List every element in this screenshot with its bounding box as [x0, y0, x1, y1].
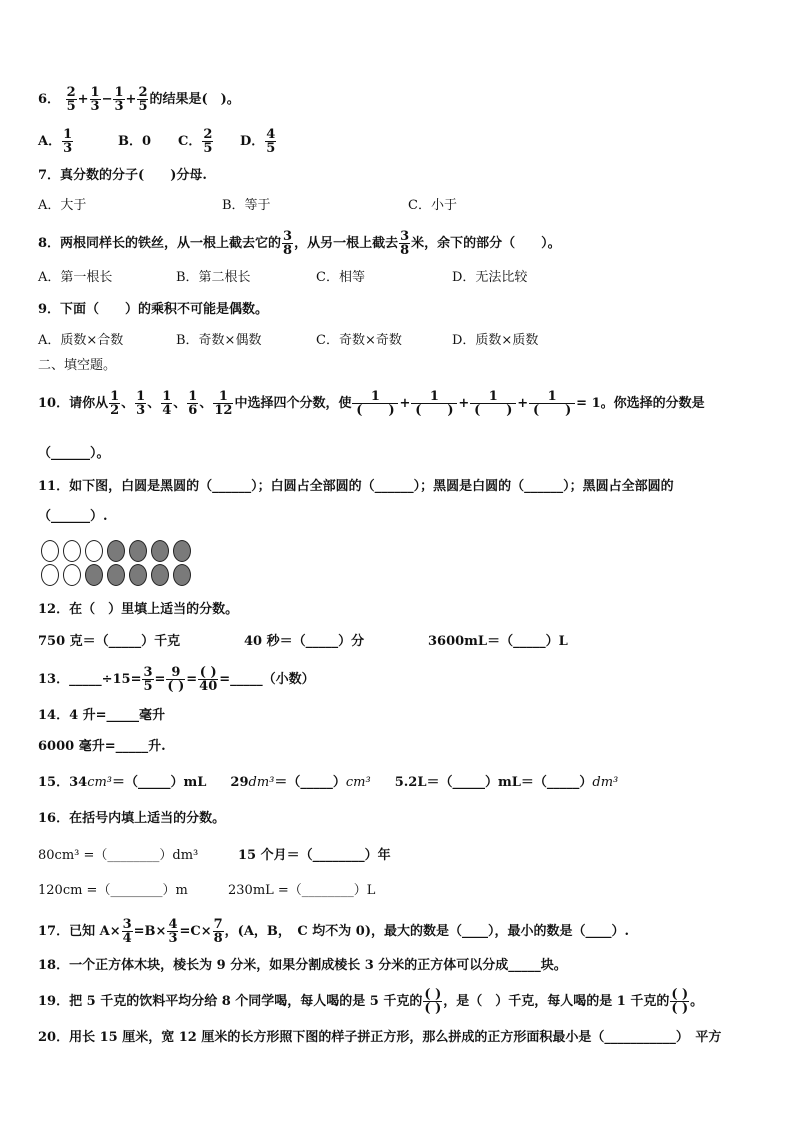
black-circle — [85, 564, 103, 586]
fraction: $\frac{2}{5}$ — [66, 85, 76, 114]
question-12-items: 750 克＝（_____）千克 40 秒＝（_____）分 3600mL＝（_____）L — [38, 634, 568, 649]
black-circle — [129, 540, 147, 562]
question-9-options: A．质数×合数 B．奇数×偶数 C．奇数×奇数 D．质数×质数 — [38, 333, 539, 348]
black-circle — [173, 540, 191, 562]
black-circle — [107, 564, 125, 586]
black-circle — [151, 564, 169, 586]
question-14-b: 6000 毫升=_____升. — [38, 739, 166, 754]
black-circle — [107, 540, 125, 562]
black-circle — [173, 564, 191, 586]
question-6: 6． $\frac{2}{5}$ + $\frac{1}{3}$ − $\frac{1}{3}$ + $\frac{2}{5}$ 的结果是( )。 — [38, 85, 240, 114]
question-19: 19．把 5 千克的饮料平均分给 8 个同学喝，每人喝的是 5 千克的 $\frac{( )}{( )}$ ，是（ ）千克，每人喝的是 1 千克的 $\frac{( )}{( )}$ 。 — [38, 987, 704, 1016]
black-circle — [129, 564, 147, 586]
question-7-options: A．大于 B．等于 C．小于 — [38, 198, 457, 213]
white-circle — [63, 564, 81, 586]
fraction: $\frac{1}{3}$ — [90, 85, 100, 114]
question-11-cont: （______）. — [38, 509, 108, 524]
question-6-options: A． $\frac{1}{3}$ B．0 C． $\frac{2}{5}$ D． $\frac{4}{5}$ — [38, 127, 276, 156]
white-circle — [41, 540, 59, 562]
question-12: 12．在（ ）里填上适当的分数。 — [38, 602, 239, 617]
white-circle — [41, 564, 59, 586]
question-13: 13．_____÷15= $\frac{3}{5}$ = $\frac{9}{( )}$ = $\frac{( )}{40}$ =_____（小数） — [38, 665, 315, 694]
question-16-row2: 120cm =（________）m 230mL =（________）L — [38, 883, 376, 898]
question-18: 18．一个正方体木块，棱长为 9 分米，如果分割成棱长 3 分米的正方体可以分成_____块。 — [38, 958, 567, 973]
fraction: $\frac{2}{5}$ — [138, 85, 148, 114]
question-7: 7．真分数的分子( )分母. — [38, 168, 207, 183]
question-14: 14．4 升=_____毫升 — [38, 708, 166, 723]
question-20: 20．用长 15 厘米，宽 12 厘米的长方形照下图的样子拼正方形，那么拼成的正方形面积最小是（___________） 平方 — [38, 1030, 722, 1045]
white-circle — [63, 540, 81, 562]
question-9: 9．下面（ ）的乘积不可能是偶数。 — [38, 302, 269, 317]
question-10-answer-line: （______）。 — [38, 446, 110, 461]
question-15: 15．34cm³＝（_____）mL 29dm³＝（_____）cm³ 5.2L＝（_____）mL＝（_____）dm³ — [38, 775, 619, 790]
question-16-row1: 80cm³ =（________）dm³ 15 个月＝（________）年 — [38, 848, 391, 863]
question-8: 8．两根同样长的铁丝，从一根上截去它的 $\frac{3}{8}$ ，从另一根上截去 $\frac{3}{8}$ 米，余下的部分（ ）。 — [38, 229, 561, 258]
question-16: 16．在括号内填上适当的分数。 — [38, 811, 226, 826]
question-17: 17．已知 A× $\frac{3}{4}$ =B× $\frac{4}{3}$ =C× $\frac{7}{8}$ ，(A，B， C 均不为 0)，最大的数是（____），最小的数是（____）. — [38, 917, 630, 946]
question-8-options: A．第一根长 B．第二根长 C．相等 D．无法比较 — [38, 270, 528, 285]
white-circle — [85, 540, 103, 562]
fraction: $\frac{1}{3}$ — [114, 85, 124, 114]
section-heading: 二、填空题。 — [38, 358, 117, 373]
black-circle — [151, 540, 169, 562]
question-10: 10．请你从 $\frac{1}{2}$ 、 $\frac{1}{3}$ 、 $\frac{1}{4}$ 、 $\frac{1}{6}$ 、 $\frac{1}{12}$ 中选择四个分数，使 $\frac{1}{( )}$ + $\frac{1}{( )}$ + $\frac{1}{( )}$ + $\frac{1}{( )}$ = 1。你选择的分数是 — [38, 389, 705, 418]
question-11: 11．如下图，白圆是黑圆的（______）；白圆占全部圆的（______）；黑圆是白圆的（______）；黑圆占全部圆的 — [38, 479, 674, 494]
